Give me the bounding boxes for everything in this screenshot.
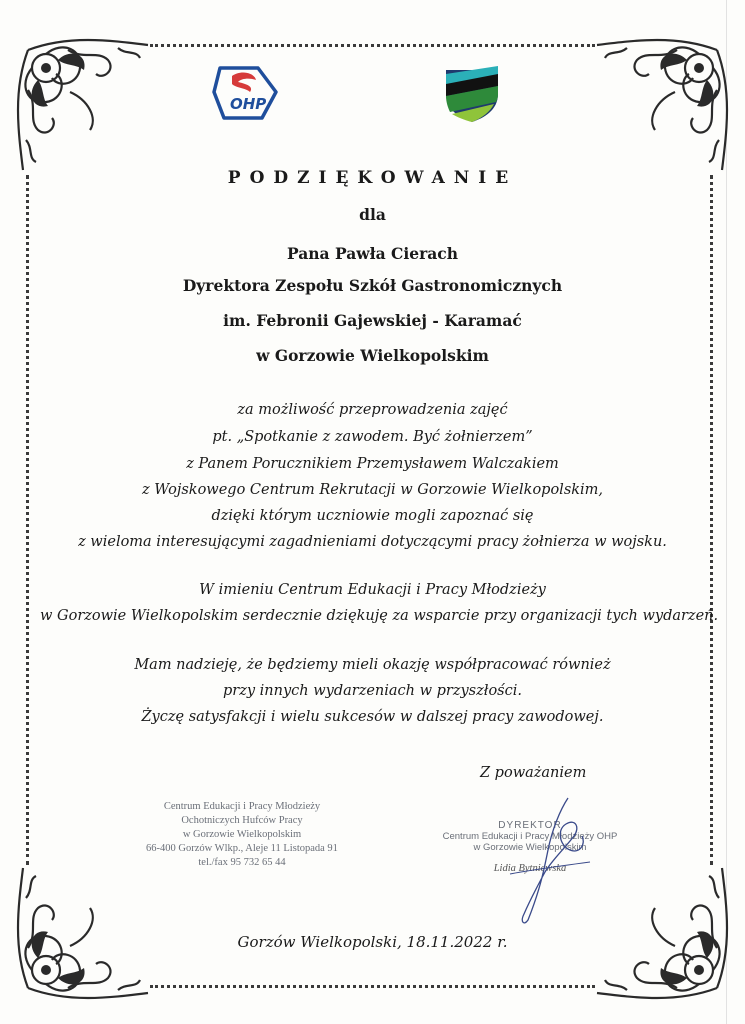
ornament-corner-top-right — [587, 30, 737, 180]
body-line: z Panem Porucznikiem Przemysławem Walczakiem — [186, 456, 559, 472]
body-line: dzięki którym uczniowie mogli zapoznać się — [211, 508, 534, 524]
stamp-line: 66-400 Gorzów Wlkp., Aleje 11 Listopada 91 — [146, 843, 338, 854]
handwritten-signature — [490, 790, 600, 930]
frame-right-border — [710, 175, 713, 865]
frame-top-border — [150, 44, 595, 47]
body-line: za możliwość przeprowadzenia zajęć — [237, 402, 508, 418]
school-patron: im. Febronii Gajewskiej - Karamać — [223, 311, 522, 330]
stamp-line: tel./fax 95 732 65 44 — [198, 857, 286, 868]
body-line: przy innych wydarzeniach w przyszłości. — [223, 683, 522, 699]
director-name: Lidia Bytniewska — [493, 863, 567, 874]
stamp-line: Ochotniczych Hufców Pracy — [181, 815, 303, 826]
body-line: z wieloma interesującymi zagadnieniami dotyczącymi pracy żołnierza w wojsku. — [78, 534, 667, 550]
closing-phrase: Z poważaniem — [480, 765, 587, 781]
ornament-corner-top-left — [8, 30, 158, 180]
body-line: pt. „Spotkanie z zawodem. Być żołnierzem” — [212, 429, 533, 445]
place-and-date: Gorzów Wielkopolski, 18.11.2022 r. — [237, 933, 508, 951]
document-heading: PODZIĘKOWANIE — [227, 168, 518, 188]
body-line: w Gorzowie Wielkopolskim serdecznie dziękuję za wsparcie przy organizacji tych wydarzeń. — [40, 608, 719, 624]
ohp-logo-text: OHP — [230, 95, 267, 113]
body-line: Mam nadzieję, że będziemy mieli okazję współpracować również — [134, 657, 611, 673]
school-city: w Gorzowie Wielkopolskim — [256, 346, 489, 365]
frame-bottom-border — [150, 985, 595, 988]
body-line: W imieniu Centrum Edukacji i Pracy Młodzieży — [199, 582, 546, 598]
body-line: z Wojskowego Centrum Rekrutacji w Gorzowie Wielkopolskim, — [141, 482, 604, 498]
shield-logo-icon — [442, 64, 502, 124]
director-city: w Gorzowie Wielkopolskim — [473, 842, 587, 853]
director-title: DYREKTOR — [498, 820, 562, 831]
stamp-line: Centrum Edukacji i Pracy Młodzieży — [163, 801, 321, 812]
institution-stamp — [112, 800, 372, 870]
director-org: Centrum Edukacji i Pracy Młodzieży OHP — [442, 831, 618, 842]
ohp-logo-icon — [210, 62, 282, 122]
recipient-name: Pana Pawła Cierach — [286, 244, 459, 263]
recipient-role: Dyrektora Zespołu Szkół Gastronomicznych — [182, 276, 563, 295]
ornament-icon — [8, 30, 158, 180]
frame-left-border — [26, 175, 29, 865]
stamp-line: w Gorzowie Wielkopolskim — [182, 829, 302, 840]
for-label: dla — [359, 205, 386, 224]
body-line: Życzę satysfakcji i wielu sukcesów w dalszej pracy zawodowej. — [141, 709, 604, 725]
ornament-icon — [587, 30, 737, 180]
